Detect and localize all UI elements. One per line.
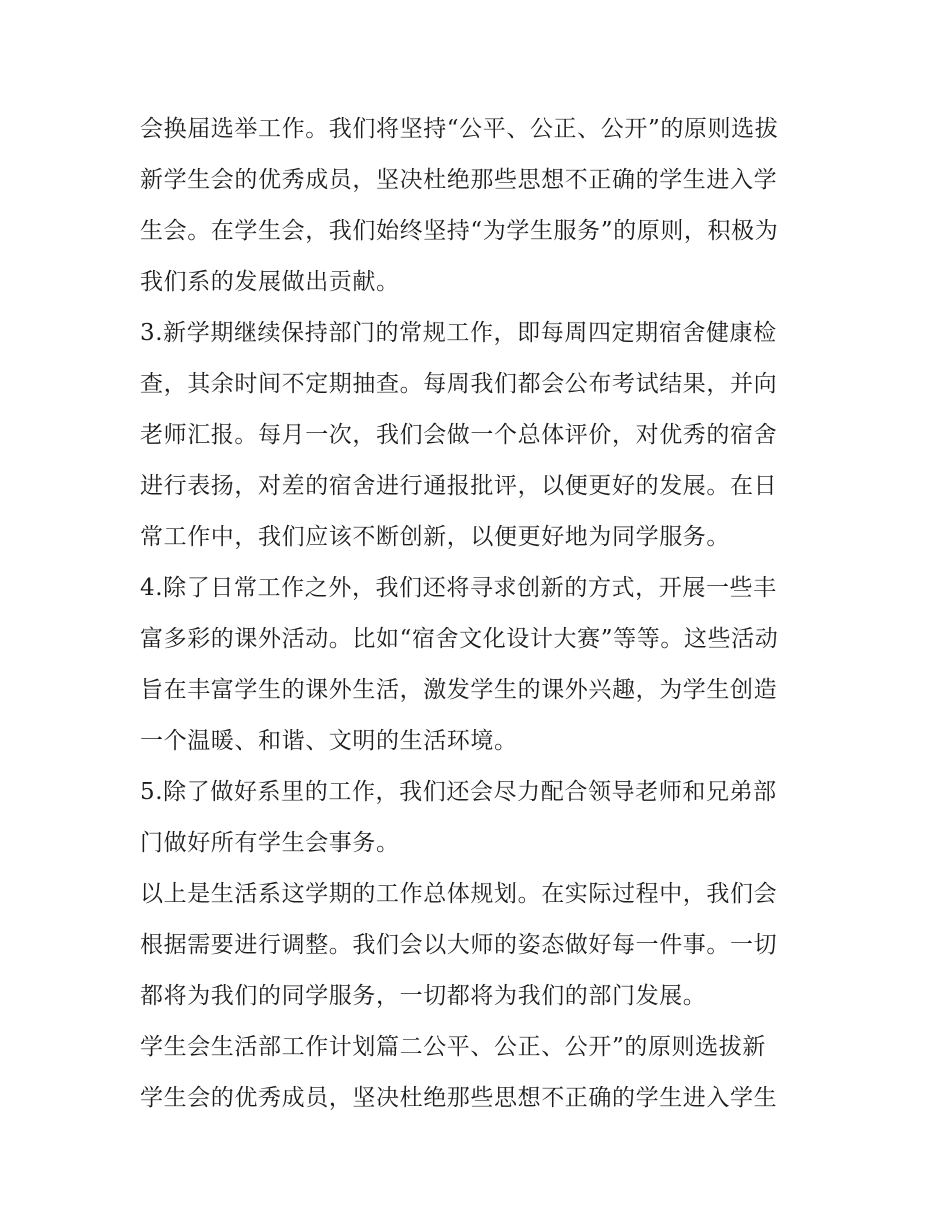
- text-line: 老师汇报。每月一次，我们会做一个总体评价，对优秀的宿舍: [140, 422, 778, 448]
- text-line: 3.新学期继续保持部门的常规工作，即每周四定期宿舍健康检: [140, 320, 777, 346]
- text-line: 新学生会的优秀成员，坚决杜绝那些思想不正确的学生进入学: [140, 167, 778, 193]
- text-line: 进行表扬，对差的宿舍进行通报批评，以便更好的发展。在日: [140, 473, 778, 499]
- text-line: 都将为我们的同学服务，一切都将为我们的部门发展。: [140, 983, 707, 1009]
- text-line: 以上是生活系这学期的工作总体规划。在实际过程中，我们会: [140, 881, 778, 907]
- text-line: 门做好所有学生会事务。: [140, 830, 400, 856]
- text-line: 我们系的发展做出贡献。: [140, 269, 400, 295]
- text-line: 5.除了做好系里的工作，我们还会尽力配合领导老师和兄弟部: [140, 779, 777, 805]
- text-line: 常工作中，我们应该不断创新，以便更好地为同学服务。: [140, 524, 730, 550]
- text-line: 学生会的优秀成员，坚决杜绝那些思想不正确的学生进入学生: [140, 1085, 778, 1111]
- text-line: 旨在丰富学生的课外生活，激发学生的课外兴趣，为学生创造: [140, 677, 778, 703]
- text-line: 会换届选举工作。我们将坚持“公平、公正、公开”的原则选拔: [140, 116, 779, 142]
- text-line: 查，其余时间不定期抽查。每周我们都会公布考试结果，并向: [140, 371, 778, 397]
- text-line: 富多彩的课外活动。比如“宿舍文化设计大赛”等等。这些活动: [140, 626, 779, 652]
- text-line: 一个温暖、和谐、文明的生活环境。: [140, 728, 518, 754]
- document-body: [140, 104, 820, 1124]
- text-line: 学生会生活部工作计划篇二公平、公正、公开”的原则选拔新: [140, 1034, 766, 1060]
- text-line: 根据需要进行调整。我们会以大师的姿态做好每一件事。一切: [140, 932, 778, 958]
- text-line: 4.除了日常工作之外，我们还将寻求创新的方式，开展一些丰: [140, 575, 777, 601]
- text-line: 生会。在学生会，我们始终坚持“为学生服务”的原则，积极为: [140, 218, 779, 244]
